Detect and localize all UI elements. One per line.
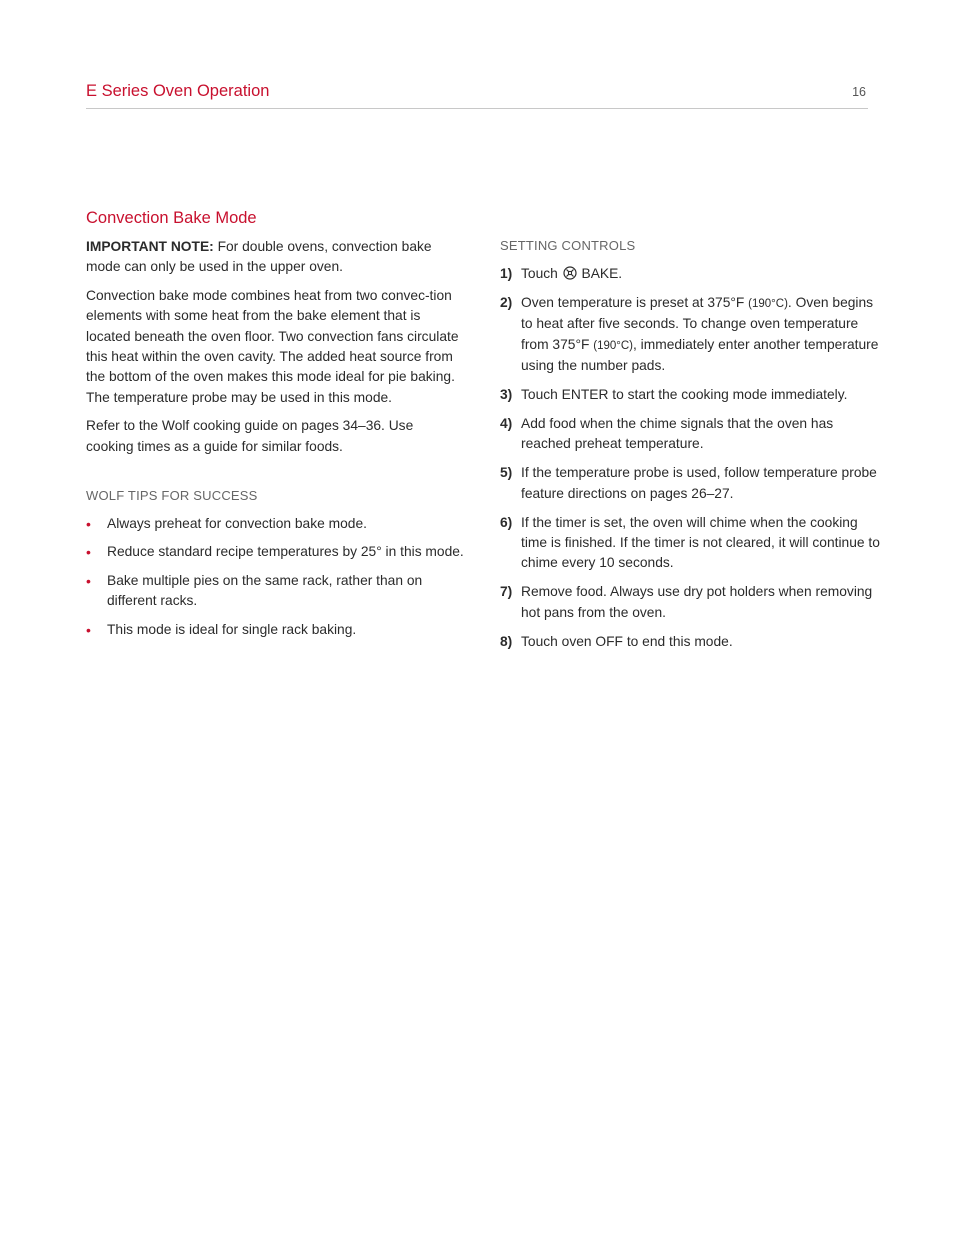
list-item — [500, 463, 880, 504]
step-number: 1) — [500, 266, 513, 281]
header-title: E Series Oven Operation — [86, 82, 270, 100]
step-text: Touch ENTER to start the cooking mode immediately. — [521, 387, 848, 403]
bullet-icon: • — [86, 544, 91, 561]
bullet-icon: • — [86, 516, 91, 533]
list-item — [86, 542, 464, 562]
list-item — [500, 513, 880, 574]
list-item — [500, 264, 880, 284]
step-number: 7) — [500, 584, 513, 600]
celsius-value: (190°C) — [593, 339, 633, 352]
step-text: BAKE. — [577, 266, 623, 281]
step-number: 4) — [500, 415, 513, 431]
step-text: Remove food. Always use dry pot holders when removing hot pans from the oven. — [521, 584, 873, 620]
list-item — [86, 571, 464, 612]
right-column — [500, 237, 880, 661]
step-number: 6) — [500, 514, 513, 530]
step-number: 3) — [500, 387, 513, 403]
important-note-label: IMPORTANT NOTE: — [86, 239, 214, 254]
left-column — [86, 206, 464, 648]
important-note-text: For double ovens, convection bake mode can only be used in the upper oven. — [86, 239, 432, 275]
bullet-icon: • — [86, 621, 91, 638]
step-text: Touch — [521, 266, 562, 281]
celsius-value: (190°C) — [748, 297, 788, 310]
tip-text: This mode is ideal for single rack baking. — [107, 621, 357, 637]
important-note — [86, 237, 464, 278]
tips-heading: WOLF TIPS FOR SUCCESS — [86, 488, 258, 504]
tip-text: Bake multiple pies on the same rack, rather than on different racks. — [107, 572, 423, 609]
list-item — [500, 632, 880, 652]
reference-paragraph: Refer to the Wolf cooking guide on pages 34–36. Use cooking times as a guide for similar foods. — [86, 418, 414, 454]
tip-text: Reduce standard recipe temperatures by 25° in this mode. — [107, 544, 464, 560]
page-number: 16 — [852, 85, 866, 99]
section-title: Convection Bake Mode — [86, 209, 257, 227]
setting-controls-heading: SETTING CONTROLS — [500, 238, 636, 253]
step-text: Touch oven OFF to end this mode. — [521, 633, 733, 649]
steps-list — [500, 264, 880, 652]
list-item — [86, 514, 464, 534]
step-number: 8) — [500, 633, 513, 649]
step-text: If the temperature probe is used, follow temperature probe feature directions on pages 26–27. — [521, 465, 877, 501]
step-number: 5) — [500, 465, 513, 481]
convection-bake-icon — [563, 266, 577, 280]
list-item — [500, 293, 880, 377]
page-header — [86, 80, 868, 109]
step-text: Oven temperature is preset at 375°F — [521, 294, 749, 310]
step-text: If the timer is set, the oven will chime when the cooking time is finished. If the timer is not cleared, it will continue to chime every 10 seconds. — [521, 514, 880, 571]
step-text: , immediately enter another temperature using the number pads. — [521, 336, 879, 374]
tip-text: Always preheat for convection bake mode. — [107, 516, 367, 532]
list-item — [500, 414, 880, 455]
list-item — [500, 385, 880, 405]
list-item — [500, 582, 880, 623]
step-text: . Oven begins to heat after five seconds. To change oven temperature from 375°F — [521, 294, 874, 352]
step-text: Add food when the chime signals that the oven has reached preheat temperature. — [521, 415, 834, 452]
tips-list — [86, 514, 464, 640]
list-item — [86, 620, 464, 640]
bullet-icon: • — [86, 572, 91, 589]
description-paragraph: Convection bake mode combines heat from two convec-tion elements with some heat from the bake element that is located beneath the oven floor. Two convection fans circulate this heat within the oven cavity. The added heat source from the bottom of the oven makes this mode ideal for pie baking. The temperature probe may be used in this mode. — [86, 287, 459, 405]
step-number: 2) — [500, 294, 513, 310]
